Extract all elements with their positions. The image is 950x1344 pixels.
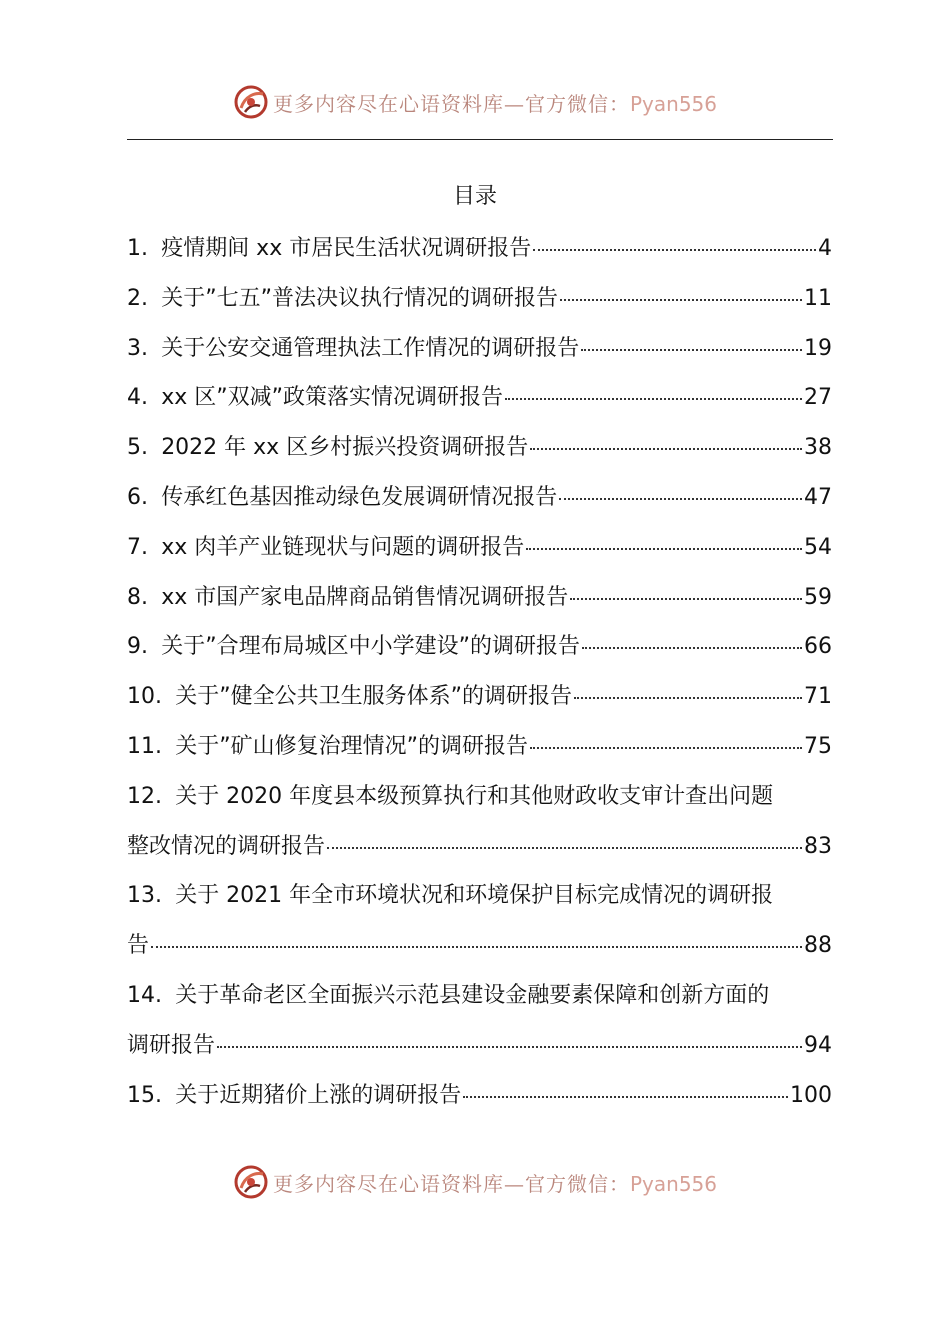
header-divider [127, 139, 833, 140]
toc-page-number: 38 [804, 435, 832, 461]
toc-entry-title: 2022 年 xx 区乡村振兴投资调研报告 [161, 435, 529, 461]
toc-entry-title-cont: 整改情况的调研报告 [127, 833, 326, 859]
dot-leader [570, 598, 802, 600]
toc-entry-title: 关于公安交通管理执法工作情况的调研报告 [161, 335, 580, 361]
header-banner [0, 80, 950, 124]
brand-logo-icon [233, 1164, 269, 1200]
toc-entry-title: 关于”七五”普法决议执行情况的调研报告 [161, 285, 558, 311]
toc-title: 目录 [452, 184, 497, 209]
dot-leader [463, 1096, 788, 1098]
table-of-contents [127, 224, 832, 1120]
dot-leader [581, 349, 802, 351]
toc-entry-title: xx 区”双减”政策落实情况调研报告 [161, 385, 504, 411]
toc-entry-title: 关于 2021 年全市环境状况和环境保护目标完成情况的调研报 [175, 883, 774, 909]
toc-page-number: 27 [804, 385, 832, 411]
toc-page-number: 19 [804, 335, 832, 361]
dot-leader [582, 647, 802, 649]
toc-page-number: 59 [804, 584, 832, 610]
toc-page-number: 71 [804, 684, 832, 710]
dot-leader [217, 1046, 802, 1048]
toc-entry-title: xx 市国产家电品牌商品销售情况调研报告 [161, 584, 569, 610]
brand-logo-icon [233, 84, 269, 120]
toc-page-number: 47 [804, 484, 832, 510]
toc-entry-6[interactable]: 6. 传承红色基因推动绿色发展调研情况报告 47 [127, 473, 832, 523]
toc-entry-title: 关于近期猪价上涨的调研报告 [175, 1082, 462, 1108]
toc-entry-title: 传承红色基因推动绿色发展调研情况报告 [161, 484, 558, 510]
dot-leader [151, 946, 802, 948]
toc-entry-title: 关于”健全公共卫生服务体系”的调研报告 [175, 684, 572, 710]
toc-page-number: 4 [818, 236, 832, 261]
dot-leader [533, 249, 816, 251]
toc-entry-11[interactable]: 11. 关于”矿山修复治理情况”的调研报告 75 [127, 722, 832, 772]
dot-leader [560, 299, 802, 301]
banner-text: 更多内容尽在心语资料库—官方微信：Pyan556 [272, 91, 717, 116]
toc-entry-14[interactable]: 14. 关于革命老区全面振兴示范县建设金融要素保障和创新方面的 调研报告 94 [127, 971, 832, 1071]
toc-entry-1[interactable]: 1. 疫情期间 xx 市居民生活状况调研报告 4 [127, 224, 832, 274]
dot-leader [530, 747, 802, 749]
toc-entry-15[interactable]: 15. 关于近期猪价上涨的调研报告 100 [127, 1071, 832, 1121]
toc-entry-8[interactable]: 8. xx 市国产家电品牌商品销售情况调研报告 59 [127, 573, 832, 623]
banner-text: 更多内容尽在心语资料库—官方微信：Pyan556 [272, 1171, 717, 1196]
toc-page-number: 94 [804, 1032, 832, 1058]
toc-entry-title: 关于”合理布局城区中小学建设”的调研报告 [161, 634, 580, 660]
toc-page-number: 75 [804, 733, 832, 759]
toc-entry-title-cont: 告 [127, 933, 150, 959]
dot-leader [526, 548, 802, 550]
toc-entry-12[interactable]: 12. 关于 2020 年度县本级预算执行和其他财政收支审计查出问题 整改情况的调研报告 83 [127, 772, 832, 872]
toc-entry-3[interactable]: 3. 关于公安交通管理执法工作情况的调研报告 19 [127, 324, 832, 374]
toc-entry-10[interactable]: 10. 关于”健全公共卫生服务体系”的调研报告 71 [127, 672, 832, 722]
toc-entry-title-cont: 调研报告 [127, 1032, 216, 1058]
toc-entry-7[interactable]: 7. xx 肉羊产业链现状与问题的调研报告 54 [127, 523, 832, 573]
toc-page-number: 88 [804, 933, 832, 959]
dot-leader [559, 498, 802, 500]
toc-entry-title: xx 肉羊产业链现状与问题的调研报告 [161, 534, 525, 560]
toc-entry-9[interactable]: 9. 关于”合理布局城区中小学建设”的调研报告 66 [127, 622, 832, 672]
toc-page-number: 11 [804, 285, 832, 311]
toc-entry-title: 疫情期间 xx 市居民生活状况调研报告 [161, 236, 532, 261]
toc-entry-2[interactable]: 2. 关于”七五”普法决议执行情况的调研报告 11 [127, 274, 832, 324]
toc-entry-title: 关于”矿山修复治理情况”的调研报告 [175, 733, 528, 759]
banner-handle: Pyan556 [629, 91, 717, 116]
dot-leader [574, 697, 802, 699]
toc-page-number: 66 [804, 634, 832, 660]
toc-entry-title: 关于 2020 年度县本级预算执行和其他财政收支审计查出问题 [175, 783, 774, 809]
toc-page-number: 83 [804, 833, 832, 859]
toc-entry-13[interactable]: 13. 关于 2021 年全市环境状况和环境保护目标完成情况的调研报 告 88 [127, 871, 832, 971]
toc-page-number: 54 [804, 534, 832, 560]
banner-handle: Pyan556 [629, 1171, 717, 1196]
footer-banner [0, 1160, 950, 1204]
toc-entry-title: 关于革命老区全面振兴示范县建设金融要素保障和创新方面的 [175, 982, 770, 1008]
dot-leader [530, 448, 802, 450]
toc-page-number: 100 [790, 1082, 832, 1108]
toc-entry-4[interactable]: 4. xx 区”双减”政策落实情况调研报告 27 [127, 373, 832, 423]
dot-leader [327, 847, 802, 849]
toc-entry-5[interactable]: 5. 2022 年 xx 区乡村振兴投资调研报告 38 [127, 423, 832, 473]
dot-leader [505, 398, 802, 400]
